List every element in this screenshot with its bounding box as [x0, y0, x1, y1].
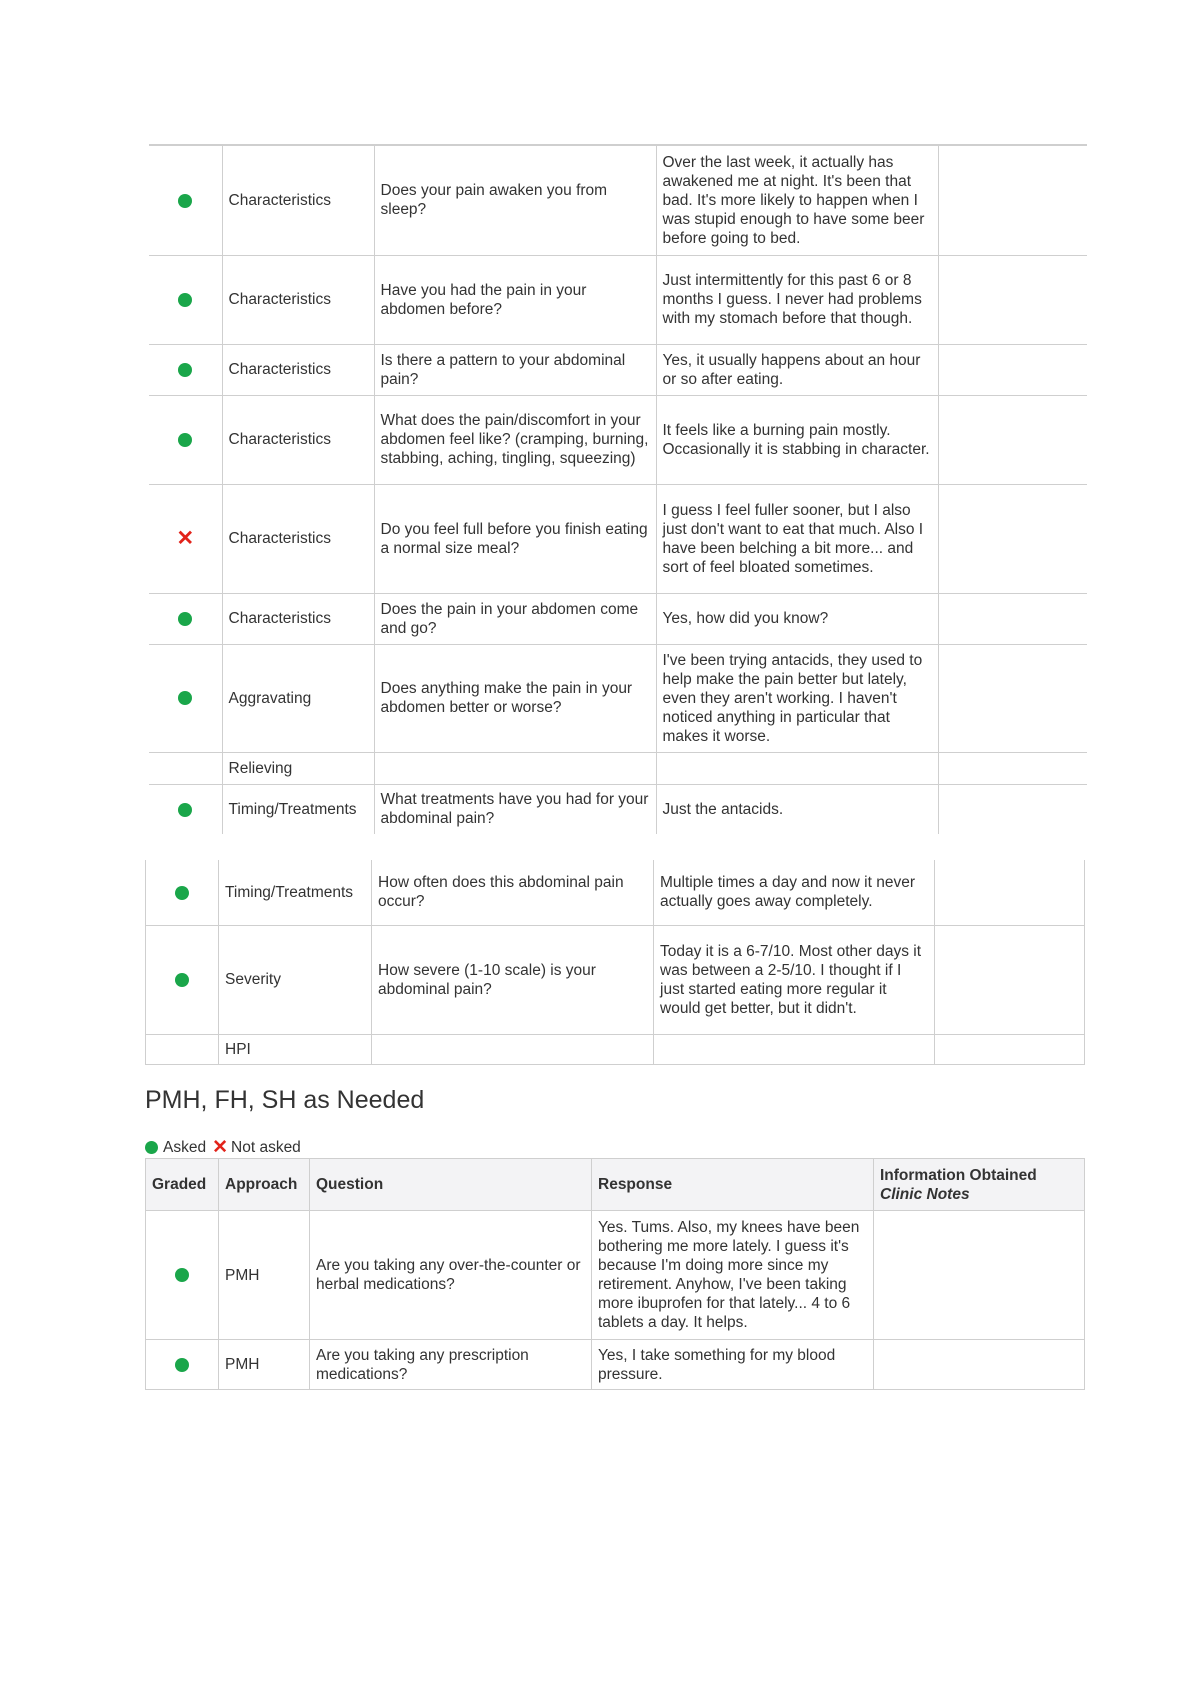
legend-asked-label: Asked [163, 1139, 207, 1157]
header-info-line1: Information Obtained [880, 1166, 1037, 1184]
question-cell: Does your pain awaken you from sleep? [374, 145, 656, 255]
header-response: Response [592, 1159, 874, 1211]
approach-cell: Timing/Treatments [219, 860, 372, 925]
graded-cell [149, 644, 222, 752]
legend-not-asked-label: Not asked [231, 1139, 301, 1157]
header-question: Question [310, 1159, 592, 1211]
info-cell [938, 644, 1087, 752]
question-cell: Are you taking any prescription medications? [310, 1340, 592, 1390]
table-row [149, 395, 1087, 484]
approach-cell: Severity [219, 925, 372, 1034]
hpi-table-continued [149, 144, 1087, 834]
graded-cell [146, 860, 219, 925]
approach-cell: Characteristics [222, 344, 374, 395]
graded-cell [149, 784, 222, 834]
question-cell: Have you had the pain in your abdomen before? [374, 255, 656, 344]
asked-dot-icon [178, 433, 192, 447]
asked-dot-icon [175, 886, 189, 900]
question-cell: Do you feel full before you finish eating a normal size meal? [374, 484, 656, 593]
approach-cell: Timing/Treatments [222, 784, 374, 834]
approach-cell: Characteristics [222, 395, 374, 484]
approach-cell: HPI [219, 1034, 372, 1064]
asked-dot-icon [145, 1141, 158, 1154]
graded-cell [149, 484, 222, 593]
not-asked-x-icon: ✕ [212, 1137, 229, 1158]
info-cell [935, 1034, 1085, 1064]
response-cell: Multiple times a day and now it never actually goes away completely. [654, 860, 935, 925]
asked-dot-icon [175, 1358, 189, 1372]
approach-cell: PMH [219, 1340, 310, 1390]
header-graded: Graded [146, 1159, 219, 1211]
info-cell [938, 395, 1087, 484]
table-row [149, 145, 1087, 255]
graded-cell [149, 593, 222, 644]
info-cell [938, 255, 1087, 344]
table-row [149, 593, 1087, 644]
table-header-row [146, 1159, 1085, 1211]
info-cell [935, 925, 1085, 1034]
asked-dot-icon [178, 691, 192, 705]
info-cell [938, 344, 1087, 395]
pmh-table [145, 1158, 1085, 1390]
response-cell: Yes, it usually happens about an hour or so after eating. [656, 344, 938, 395]
approach-cell: PMH [219, 1211, 310, 1340]
asked-dot-icon [178, 194, 192, 208]
info-cell [938, 593, 1087, 644]
graded-cell [146, 1034, 219, 1064]
response-cell: I've been trying antacids, they used to help make the pain better but lately, even they aren't working. I haven't noticed anything in particular that makes it worse. [656, 644, 938, 752]
approach-cell: Characteristics [222, 593, 374, 644]
graded-cell [149, 395, 222, 484]
question-cell [372, 1034, 654, 1064]
info-cell [874, 1340, 1085, 1390]
info-cell [935, 860, 1085, 925]
approach-cell: Aggravating [222, 644, 374, 752]
response-cell: Just intermittently for this past 6 or 8 months I guess. I never had problems with my stomach before that though. [656, 255, 938, 344]
approach-cell: Characteristics [222, 255, 374, 344]
question-cell: How severe (1-10 scale) is your abdominal pain? [372, 925, 654, 1034]
table-row [149, 255, 1087, 344]
response-cell: Just the antacids. [656, 784, 938, 834]
info-cell [938, 145, 1087, 255]
approach-cell: Characteristics [222, 145, 374, 255]
question-cell: Does anything make the pain in your abdomen better or worse? [374, 644, 656, 752]
asked-dot-icon [175, 1268, 189, 1282]
response-cell: Today it is a 6-7/10. Most other days it was between a 2-5/10. I thought if I just started eating more regular it would get better, but it didn't. [654, 925, 935, 1034]
table-row [146, 1034, 1085, 1064]
info-cell [938, 752, 1087, 784]
section-title: PMH, FH, SH as Needed [145, 1086, 425, 1114]
table-row [146, 860, 1085, 925]
info-cell [938, 784, 1087, 834]
asked-dot-icon [178, 293, 192, 307]
table-row [149, 484, 1087, 593]
question-cell: What does the pain/discomfort in your abdomen feel like? (cramping, burning, stabbing, aching, tingling, squeezing) [374, 395, 656, 484]
header-info-line2: Clinic Notes [880, 1185, 970, 1203]
graded-cell [146, 1340, 219, 1390]
response-cell: Yes, how did you know? [656, 593, 938, 644]
response-cell [654, 1034, 935, 1064]
hpi-table-continued-2 [145, 860, 1085, 1065]
question-cell [374, 752, 656, 784]
legend [145, 1138, 301, 1158]
table-row [149, 752, 1087, 784]
asked-dot-icon [178, 363, 192, 377]
approach-cell: Characteristics [222, 484, 374, 593]
table-row [146, 925, 1085, 1034]
question-cell: How often does this abdominal pain occur? [372, 860, 654, 925]
graded-cell [149, 752, 222, 784]
question-cell: What treatments have you had for your abdominal pain? [374, 784, 656, 834]
table-row [149, 784, 1087, 834]
table-row [146, 1340, 1085, 1390]
graded-cell [146, 1211, 219, 1340]
response-cell: Yes. Tums. Also, my knees have been bothering me more lately. I guess it's because I'm doing more since my retirement. Anyhow, I've been taking more ibuprofen for that lately... 4 to 6 tablets a day. It helps. [592, 1211, 874, 1340]
asked-dot-icon [175, 973, 189, 987]
table-row [149, 344, 1087, 395]
response-cell: I guess I feel fuller sooner, but I also just don't want to eat that much. Also I have been belching a bit more... and sort of feel bloated sometimes. [656, 484, 938, 593]
question-cell: Are you taking any over-the-counter or herbal medications? [310, 1211, 592, 1340]
graded-cell [146, 925, 219, 1034]
graded-cell [149, 145, 222, 255]
response-cell [656, 752, 938, 784]
graded-cell [149, 344, 222, 395]
info-cell [938, 484, 1087, 593]
approach-cell: Relieving [222, 752, 374, 784]
table-row [149, 644, 1087, 752]
graded-cell [149, 255, 222, 344]
info-cell [874, 1211, 1085, 1340]
response-cell: Over the last week, it actually has awakened me at night. It's been that bad. It's more likely to happen when I was stupid enough to have some beer before going to bed. [656, 145, 938, 255]
table-row [146, 1211, 1085, 1340]
asked-dot-icon [178, 803, 192, 817]
response-cell: Yes, I take something for my blood pressure. [592, 1340, 874, 1390]
response-cell: It feels like a burning pain mostly. Occasionally it is stabbing in character. [656, 395, 938, 484]
header-info [874, 1159, 1085, 1211]
asked-dot-icon [178, 612, 192, 626]
not-asked-x-icon: ✕ [176, 526, 195, 550]
header-approach: Approach [219, 1159, 310, 1211]
question-cell: Does the pain in your abdomen come and go? [374, 593, 656, 644]
question-cell: Is there a pattern to your abdominal pain? [374, 344, 656, 395]
